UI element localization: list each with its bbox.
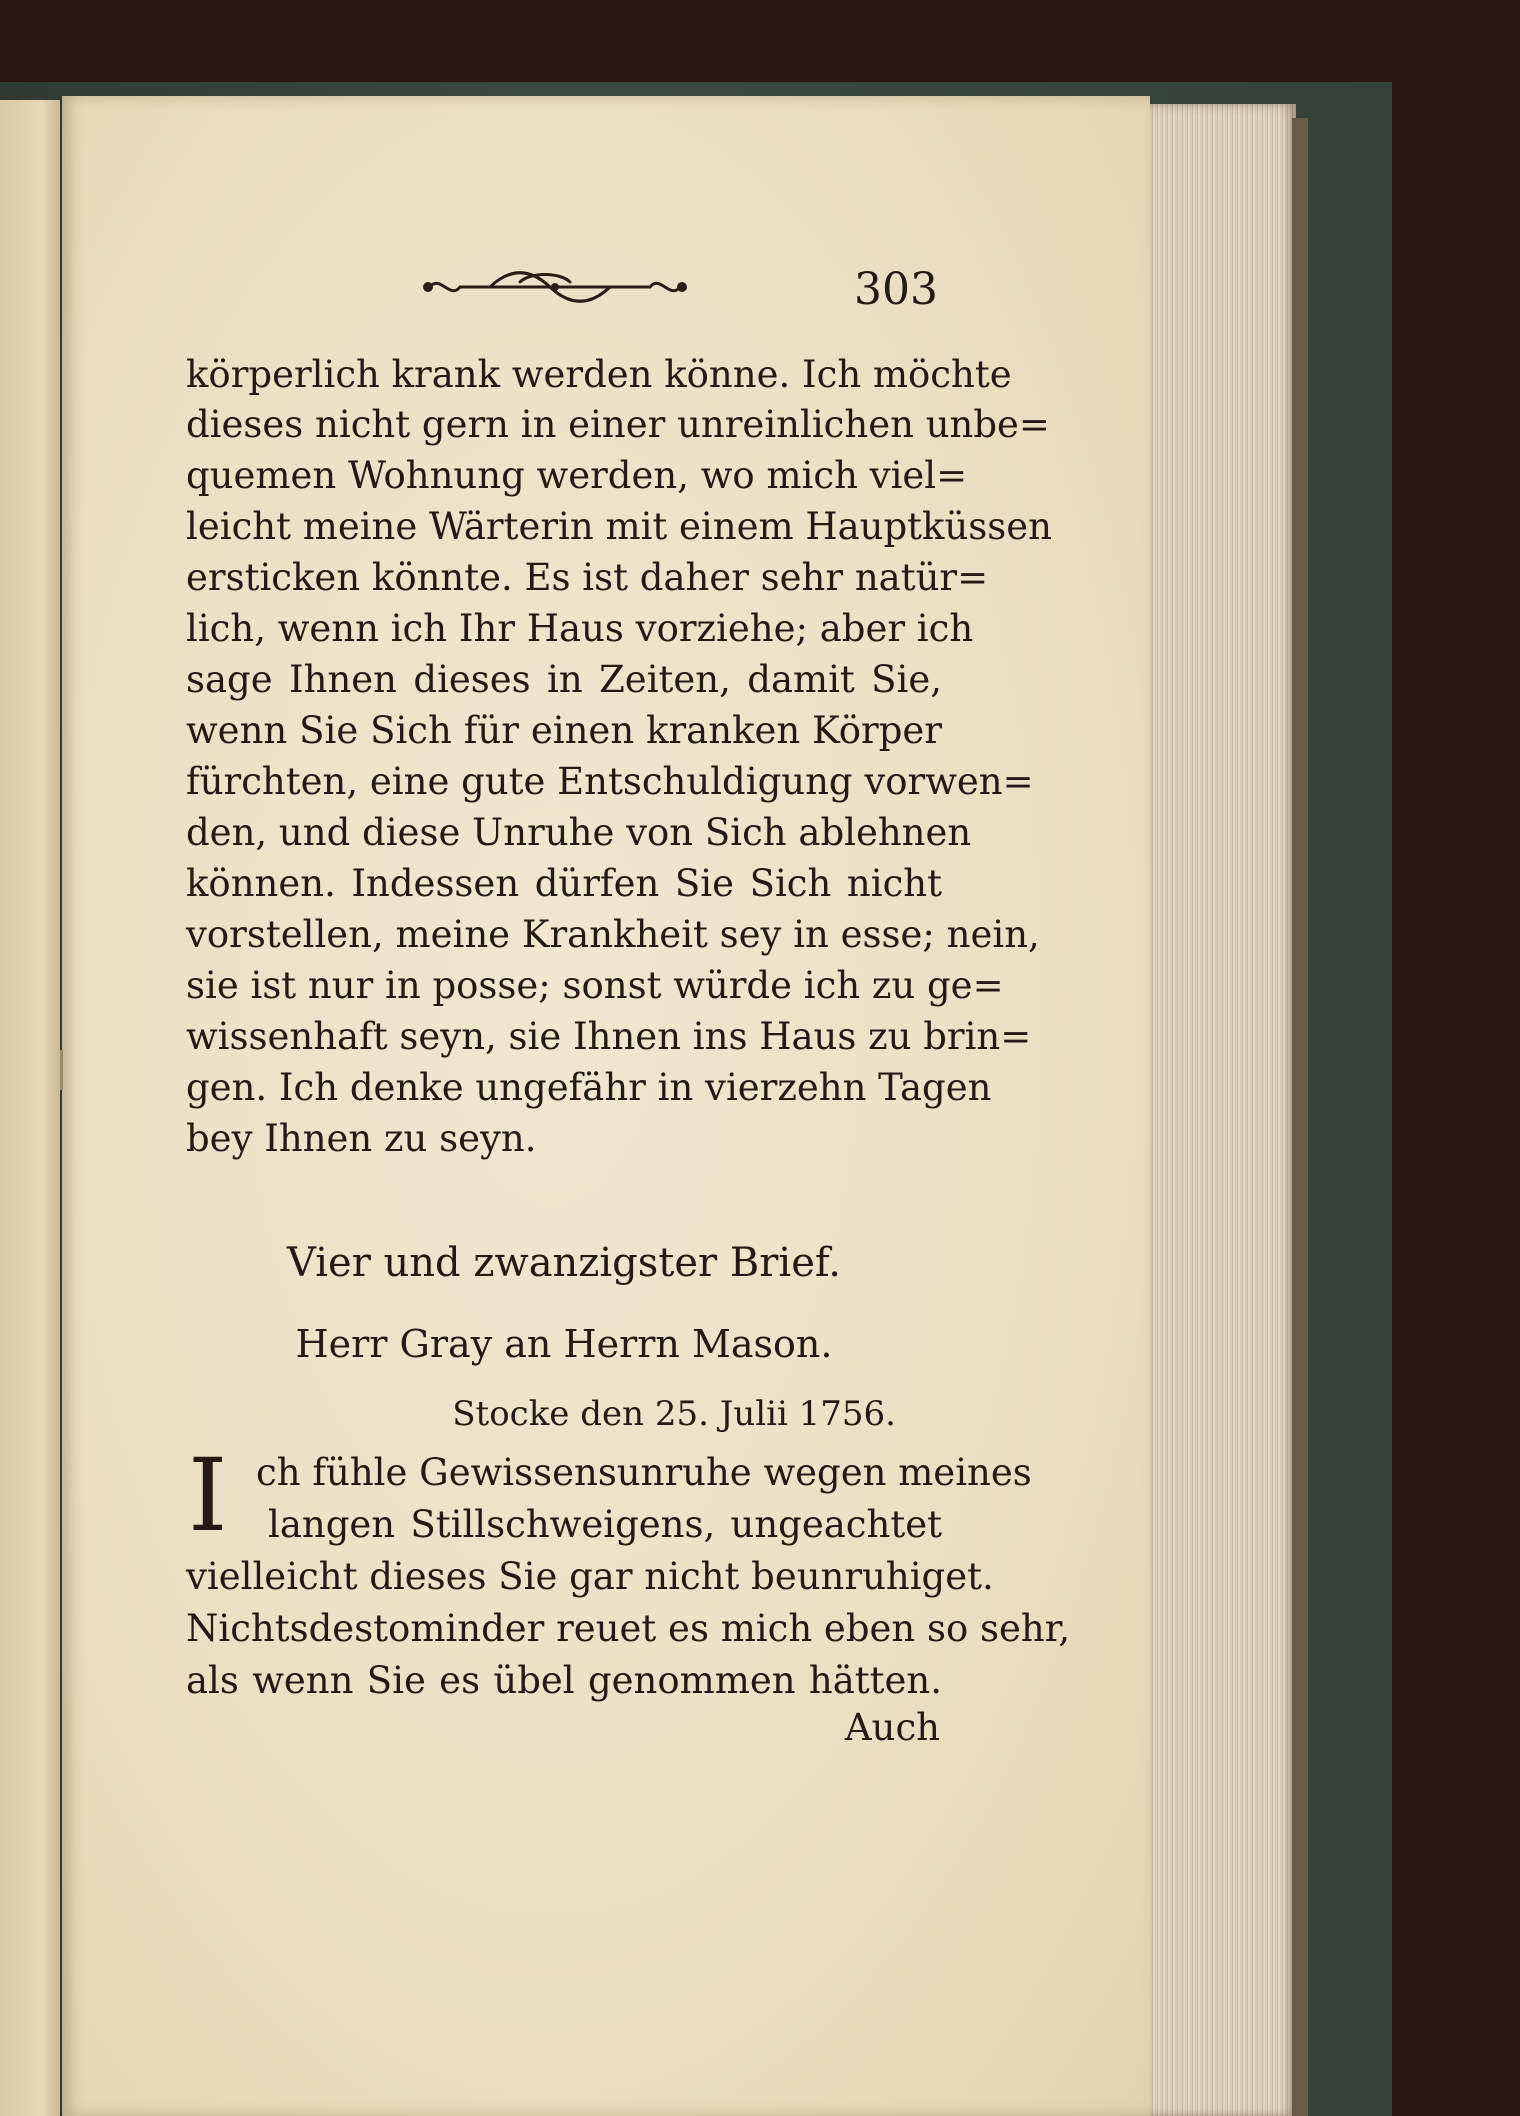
fold-mark: [60, 1050, 73, 1090]
letter-line: als wenn Sie es übel genommen hätten.: [186, 1659, 942, 1702]
cover-edge: [1292, 118, 1308, 2116]
text-line: fürchten, eine gute Entschuldigung vorwen=: [186, 760, 1034, 803]
text-line: bey Ihnen zu seyn.: [186, 1117, 537, 1160]
letter-title: Vier und zwanzigster Brief.: [287, 1240, 841, 1286]
page-number: 303: [854, 264, 938, 315]
text-line: ersticken könnte. Es ist daher sehr natür=: [186, 556, 989, 599]
letter-line: vielleicht dieses Sie gar nicht beunruhiget.: [186, 1555, 994, 1598]
page-block-edge: [1150, 104, 1296, 2116]
letter-line: Nichtsdestominder reuet es mich eben so sehr,: [186, 1607, 1071, 1650]
text-line: vorstellen, meine Krankheit sey in esse; nein,: [186, 913, 1040, 956]
letter-line: ch fühle Gewissensunruhe wegen meines: [256, 1451, 1032, 1494]
text-line: quemen Wohnung werden, wo mich viel=: [186, 454, 968, 497]
text-line: lich, wenn ich Ihr Haus vorziehe; aber ich: [186, 607, 974, 650]
text-line: wissenhaft seyn, sie Ihnen ins Haus zu brin=: [186, 1015, 1032, 1058]
letter-dateline: Stocke den 25. Julii 1756.: [452, 1394, 896, 1434]
facing-page-edge: [0, 100, 60, 2116]
text-line: sie ist nur in posse; sonst würde ich zu ge=: [186, 964, 1004, 1007]
drop-cap: I: [188, 1437, 228, 1554]
catchword: Auch: [844, 1706, 940, 1749]
text-line: körperlich krank werden könne. Ich möchte: [186, 353, 1012, 396]
text-line: dieses nicht gern in einer unreinlichen unbe=: [186, 403, 1050, 446]
letter-line: langen Stillschweigens, ungeachtet: [268, 1503, 942, 1546]
text-line: den, und diese Unruhe von Sich ablehnen: [186, 811, 972, 854]
text-line: leicht meine Wärterin mit einem Hauptküssen: [186, 505, 1052, 548]
header-ornament-icon: [420, 262, 690, 312]
text-line: gen. Ich denke ungefähr in vierzehn Tagen: [186, 1066, 992, 1109]
text-line: können. Indessen dürfen Sie Sich nicht: [186, 862, 942, 905]
letter-subtitle: Herr Gray an Herrn Mason.: [295, 1322, 833, 1366]
text-line: sage Ihnen dieses in Zeiten, damit Sie,: [186, 658, 942, 701]
text-line: wenn Sie Sich für einen kranken Körper: [186, 709, 942, 752]
